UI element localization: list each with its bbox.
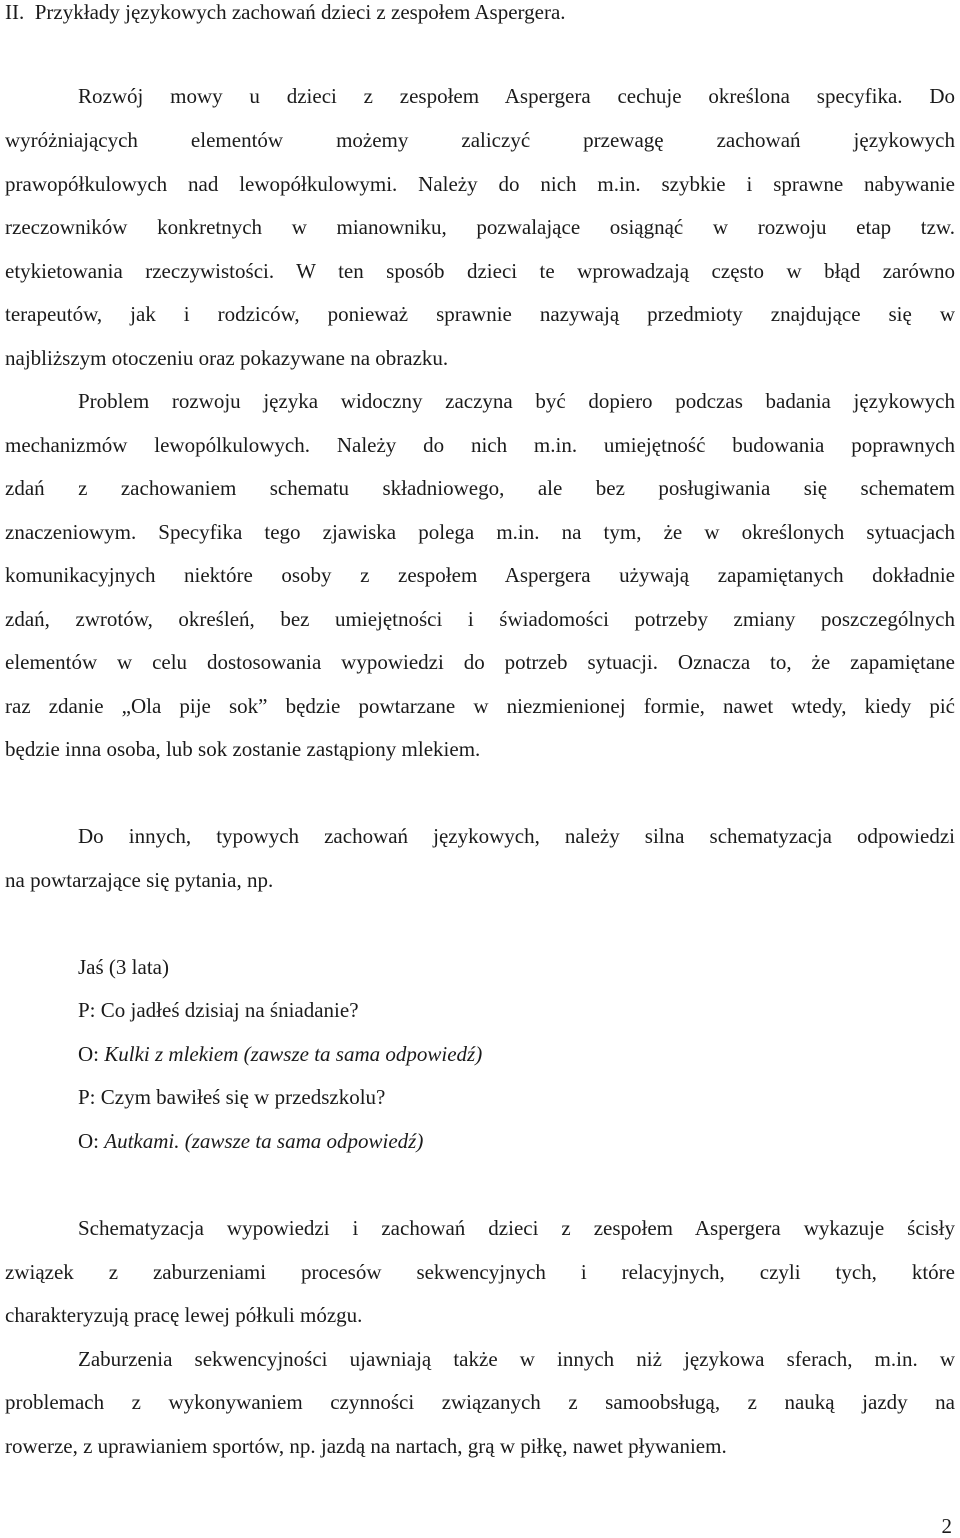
paragraph-1-line-2: wyróżniających elementów możemy zaliczyć przewagę zachowań językowych (5, 128, 955, 152)
dialog-answer-2-text: Autkami. (zawsze ta sama odpowiedź) (104, 1129, 424, 1153)
paragraph-1-line-5: etykietowania rzeczywistości. W ten sposób dzieci te wprowadzają często w błąd zarówno (5, 259, 955, 283)
dialog-answer-1 (78, 1042, 482, 1066)
paragraph-2-line-1: Problem rozwoju języka widoczny zaczyna być dopiero podczas badania językowych (78, 389, 955, 413)
paragraph-2-line-7: elementów w celu dostosowania wypowiedzi do potrzeb sytuacji. Oznacza to, że zapamiętane (5, 650, 955, 674)
paragraph-2-line-5: komunikacyjnych niektóre osoby z zespołem Aspergera używają zapamiętanych dokładnie (5, 563, 955, 587)
paragraph-2-line-8: raz zdanie „Ola pije sok” będzie powtarzane w niezmienionej formie, nawet wtedy, kiedy pić (5, 694, 955, 718)
paragraph-2-line-6: zdań, zwrotów, określeń, bez umiejętności i świadomości potrzeby zmiany poszczególnych (5, 607, 955, 631)
paragraph-5-line-2: problemach z wykonywaniem czynności związanych z samoobsługą, z nauką jazdy na (5, 1390, 955, 1414)
paragraph-2-line-9: będzie inna osoba, lub sok zostanie zastąpiony mlekiem. (5, 737, 481, 761)
page-number: 2 (941, 1514, 952, 1538)
paragraph-4-line-3: charakteryzują pracę lewej półkuli mózgu. (5, 1303, 363, 1327)
dialog-answer-1-text: Kulki z mlekiem (zawsze ta sama odpowiedź) (104, 1042, 483, 1066)
dialog-speaker: Jaś (3 lata) (78, 955, 169, 979)
dialog-question-1-prefix: P: (78, 998, 101, 1022)
paragraph-2-line-4: znaczeniowym. Specyfika tego zjawiska polega m.in. na tym, że w określonych sytuacjach (5, 520, 955, 544)
paragraph-1-line-6: terapeutów, jak i rodziców, ponieważ sprawnie nazywają przedmioty znajdujące się w (5, 302, 955, 326)
paragraph-1-line-7: najbliższym otoczeniu oraz pokazywane na obrazku. (5, 346, 449, 370)
dialog-question-2 (78, 1085, 385, 1109)
dialog-question-2-text: Czym bawiłeś się w przedszkolu? (100, 1085, 386, 1109)
paragraph-3-line-2: na powtarzające się pytania, np. (5, 868, 274, 892)
paragraph-1-line-4: rzeczowników konkretnych w mianowniku, pozwalające osiągnąć w rozwoju etap tzw. (5, 215, 955, 239)
paragraph-2-line-2: mechanizmów lewopólkulowych. Należy do nich m.in. umiejętność budowania poprawnych (5, 433, 955, 457)
paragraph-5-line-3: rowerze, z uprawianiem sportów, np. jazdą na nartach, grą w piłkę, nawet pływaniem. (5, 1434, 727, 1458)
paragraph-2-line-3: zdań z zachowaniem schematu składniowego, ale bez posługiwania się schematem (5, 476, 955, 500)
paragraph-5-line-1: Zaburzenia sekwencyjności ujawniają także w innych niż językowa sferach, m.in. w (78, 1347, 955, 1371)
dialog-question-1-text: Co jadłeś dzisiaj na śniadanie? (100, 998, 359, 1022)
paragraph-1-line-3: prawopółkulowych nad lewopółkulowymi. Należy do nich m.in. szybkie i sprawne nabywanie (5, 172, 955, 196)
dialog-question-2-prefix: P: (78, 1085, 101, 1109)
dialog-answer-2 (78, 1129, 423, 1153)
dialog-answer-1-prefix: O: (78, 1042, 105, 1066)
dialog-answer-2-prefix: O: (78, 1129, 105, 1153)
dialog-question-1 (78, 998, 359, 1022)
paragraph-1-line-1: Rozwój mowy u dzieci z zespołem Aspergera cechuje określona specyfika. Do (78, 84, 955, 108)
section-heading: II. Przykłady językowych zachowań dzieci z zespołem Aspergera. (5, 0, 566, 24)
paragraph-3-line-1: Do innych, typowych zachowań językowych, należy silna schematyzacja odpowiedzi (78, 824, 955, 848)
paragraph-4-line-2: związek z zaburzeniami procesów sekwencyjnych i relacyjnych, czyli tych, które (5, 1260, 955, 1284)
paragraph-4-line-1: Schematyzacja wypowiedzi i zachowań dzieci z zespołem Aspergera wykazuje ścisły (78, 1216, 955, 1240)
